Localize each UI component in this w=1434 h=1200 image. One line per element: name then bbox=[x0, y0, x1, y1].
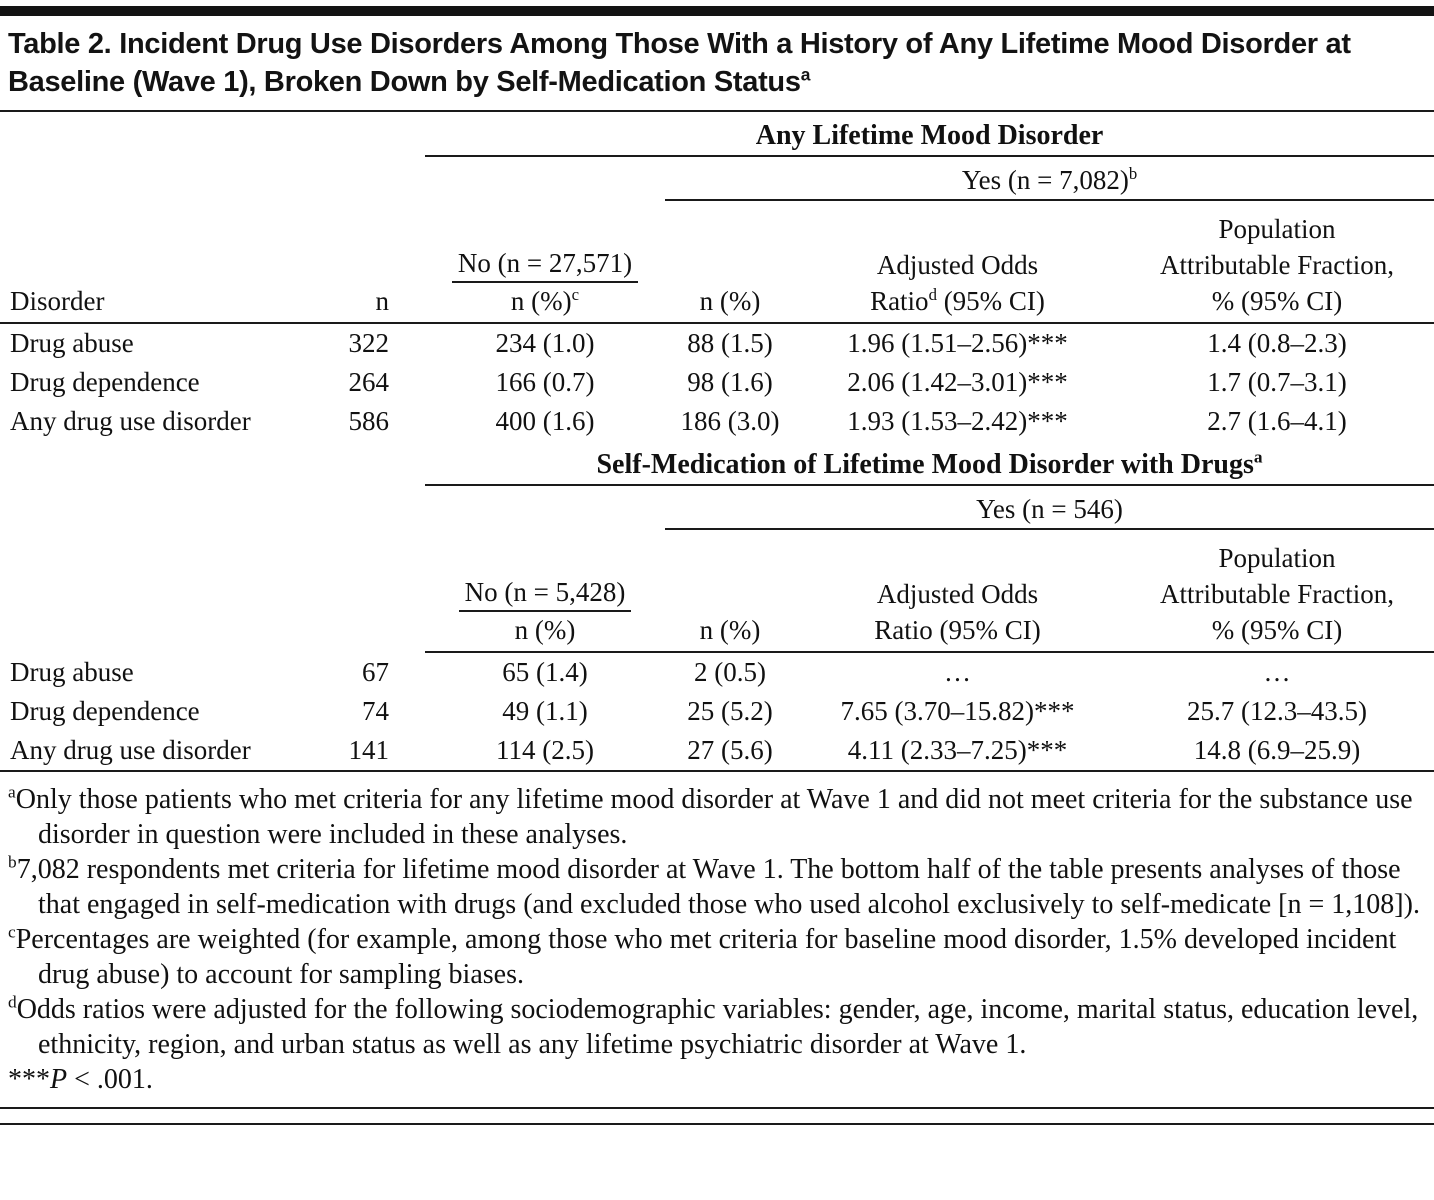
col-header-paf bbox=[1120, 200, 1434, 323]
footnote-b-text: 7,082 respondents met criteria for lifetime mood disorder at Wave 1. The bottom half of the table presents analyses of those that engaged in self-medication with drugs (and excluded those who used alcohol exclusively to self-medicate [n = 1,108]). bbox=[16, 854, 1420, 920]
no-group-label bbox=[425, 574, 665, 612]
table-title-superscript: a bbox=[800, 64, 811, 85]
no-group-subheader bbox=[425, 283, 665, 319]
no-n-cell: 400 (1.6) bbox=[495, 406, 595, 436]
bottom-rule-upper bbox=[0, 1107, 1434, 1109]
yes-n-cell: 27 (5.6) bbox=[665, 731, 795, 771]
section2-column-headers bbox=[0, 529, 1434, 652]
no-n-cell: 65 (1.4) bbox=[502, 657, 588, 687]
aor-cell: 4.11 (2.33–7.25)*** bbox=[795, 731, 1120, 771]
bottom-rule-lower bbox=[0, 1123, 1434, 1125]
col-header-yes-n: n (%) bbox=[665, 529, 795, 652]
spacer-cell bbox=[0, 441, 305, 485]
section1-column-headers bbox=[0, 200, 1434, 323]
aor-header-line2 bbox=[795, 612, 1120, 648]
col-header-no-group bbox=[425, 200, 665, 323]
paf-cell: 2.7 (1.6–4.1) bbox=[1207, 406, 1347, 436]
section2-spanner-text: Self-Medication of Lifetime Mood Disorder with Drugs bbox=[596, 449, 1254, 480]
paf-header-line1: Population bbox=[1218, 543, 1336, 573]
no-n-cell: 234 (1.0) bbox=[495, 328, 595, 358]
paf-header-line2: Attributable Fraction, bbox=[1160, 250, 1394, 280]
disorder-cell: Drug dependence bbox=[10, 696, 200, 726]
footnote-a-marker: a bbox=[8, 782, 16, 802]
yes-n-cell: 25 (5.2) bbox=[687, 696, 773, 726]
paf-cell: 14.8 (6.9–25.9) bbox=[1120, 731, 1434, 771]
top-rule-thick bbox=[0, 6, 1434, 16]
col-header-aor bbox=[795, 529, 1120, 652]
no-group-label-text: No (n = 27,571) bbox=[452, 245, 638, 283]
paf-cell: 1.7 (0.7–3.1) bbox=[1207, 367, 1347, 397]
aor-cell: 1.96 (1.51–2.56)*** bbox=[847, 328, 1068, 358]
spacer-cell bbox=[0, 485, 665, 529]
spacer-cell bbox=[305, 441, 425, 485]
no-n-cell: 166 (0.7) bbox=[495, 367, 595, 397]
no-group-label bbox=[425, 245, 665, 283]
n-cell: 264 bbox=[348, 367, 389, 397]
spacer-cell bbox=[0, 529, 305, 652]
section2-yes-text: Yes (n = 546) bbox=[976, 494, 1123, 524]
section2-spanner bbox=[425, 441, 1434, 485]
table-row bbox=[0, 323, 1434, 363]
paf-cell: … bbox=[1263, 657, 1291, 687]
no-group-label-text: No (n = 5,428) bbox=[459, 574, 632, 612]
no-group-subheader bbox=[425, 612, 665, 648]
aor-cell: … bbox=[944, 657, 971, 687]
footnote-d-text: Odds ratios were adjusted for the following sociodemographic variables: gender, age, income, marital status, education level, ethnicity, region, and urban status as well as any lifetime psychiatric disorder at Wave 1. bbox=[16, 994, 1419, 1060]
section2-spanner-superscript: a bbox=[1253, 447, 1263, 467]
significance-value: < .001. bbox=[67, 1064, 153, 1095]
disorder-cell: Drug abuse bbox=[10, 657, 134, 687]
yes-n-cell: 88 (1.5) bbox=[687, 328, 773, 358]
aor-header-line2-text: Ratio bbox=[870, 286, 929, 316]
aor-header-line1: Adjusted Odds bbox=[876, 579, 1039, 609]
no-subheader-text: n (%) bbox=[514, 615, 576, 645]
section1-spanner bbox=[425, 112, 1434, 156]
no-subheader-text: n (%) bbox=[510, 286, 572, 316]
footnote-c bbox=[8, 922, 1426, 992]
aor-cell: 2.06 (1.42–3.01)*** bbox=[847, 367, 1068, 397]
aor-header-line1: Adjusted Odds bbox=[876, 250, 1039, 280]
bottom-rules bbox=[0, 1107, 1434, 1125]
section1-spanner-row bbox=[0, 112, 1434, 156]
no-n-cell: 114 (2.5) bbox=[425, 731, 665, 771]
n-cell: 586 bbox=[348, 406, 389, 436]
no-subheader-superscript: c bbox=[571, 285, 580, 304]
table-row bbox=[0, 402, 1434, 441]
n-cell: 74 bbox=[362, 696, 389, 726]
footnote-d-marker: d bbox=[8, 992, 17, 1012]
paf-header-line2: Attributable Fraction, bbox=[1160, 579, 1394, 609]
section1-yes-header bbox=[665, 156, 1434, 200]
footnote-a-text: Only those patients who met criteria for any lifetime mood disorder at Wave 1 and did not meet criteria for the substance use disorder in question were included in these analyses. bbox=[15, 784, 1413, 850]
no-n-cell: 49 (1.1) bbox=[502, 696, 588, 726]
table-row bbox=[0, 363, 1434, 402]
section2-spanner-row bbox=[0, 441, 1434, 485]
section1-yes-text: Yes (n = 7,082) bbox=[961, 165, 1129, 195]
paf-header-line3: % (95% CI) bbox=[1211, 286, 1343, 316]
paf-cell: 25.7 (12.3–43.5) bbox=[1187, 696, 1368, 726]
yes-n-cell: 98 (1.6) bbox=[687, 367, 773, 397]
section2-yes-header bbox=[665, 485, 1434, 529]
col-header-n: n bbox=[305, 200, 425, 323]
disorder-cell: Any drug use disorder bbox=[10, 406, 251, 436]
significance-p: P bbox=[50, 1064, 68, 1095]
aor-cell: 7.65 (3.70–15.82)*** bbox=[840, 696, 1075, 726]
col-header-aor bbox=[795, 200, 1120, 323]
col-header-paf bbox=[1120, 529, 1434, 652]
n-cell: 322 bbox=[348, 328, 389, 358]
aor-header-line2 bbox=[795, 283, 1120, 319]
yes-n-cell: 2 (0.5) bbox=[694, 657, 766, 687]
disorder-cell: Drug abuse bbox=[10, 328, 134, 358]
yes-n-cell: 186 (3.0) bbox=[680, 406, 780, 436]
section2-yes-row bbox=[0, 485, 1434, 529]
n-cell: 67 bbox=[362, 657, 389, 687]
footnote-b bbox=[8, 852, 1426, 922]
aor-header-superscript: d bbox=[928, 285, 937, 304]
col-header-no-group bbox=[425, 529, 665, 652]
paper-table-page bbox=[0, 6, 1434, 1125]
footnote-c-text: Percentages are weighted (for example, among those who met criteria for baseline mood disorder, 1.5% developed incident drug abuse) to account for sampling biases. bbox=[15, 924, 1397, 990]
n-cell: 141 bbox=[305, 731, 425, 771]
section1-yes-row bbox=[0, 156, 1434, 200]
table-row bbox=[0, 731, 1434, 771]
table-title-text: Table 2. Incident Drug Use Disorders Among Those With a History of Any Lifetime Mood Disorder at Baseline (Wave 1), Broken Down by Self-Medication Status bbox=[8, 28, 1351, 98]
aor-header-line2-tail: (95% CI) bbox=[932, 615, 1041, 645]
paf-header-line1: Population bbox=[1218, 214, 1336, 244]
disorder-cell: Any drug use disorder bbox=[0, 731, 305, 771]
table-row bbox=[0, 652, 1434, 692]
col-header-disorder: Disorder bbox=[0, 200, 305, 323]
spacer-cell bbox=[305, 112, 425, 156]
section1-yes-superscript: b bbox=[1128, 164, 1138, 183]
col-header-yes-n: n (%) bbox=[665, 200, 795, 323]
footnotes bbox=[0, 772, 1434, 1097]
footnote-c-marker: c bbox=[8, 922, 16, 942]
disorder-cell: Drug dependence bbox=[10, 367, 200, 397]
results-table bbox=[0, 112, 1434, 772]
paf-header-line3: % (95% CI) bbox=[1211, 615, 1343, 645]
spacer-cell bbox=[305, 529, 425, 652]
table-row bbox=[0, 692, 1434, 731]
spacer-cell bbox=[0, 112, 305, 156]
footnote-b-marker: b bbox=[8, 852, 17, 872]
significance-stars: *** bbox=[8, 1064, 50, 1095]
spacer-cell bbox=[0, 156, 665, 200]
footnote-a bbox=[8, 782, 1426, 852]
table-title bbox=[0, 16, 1434, 112]
aor-header-line2-tail: (95% CI) bbox=[936, 286, 1045, 316]
paf-cell: 1.4 (0.8–2.3) bbox=[1207, 328, 1347, 358]
aor-cell: 1.93 (1.53–2.42)*** bbox=[847, 406, 1068, 436]
footnote-d bbox=[8, 992, 1426, 1062]
footnote-significance bbox=[8, 1062, 1426, 1097]
aor-header-line2-text: Ratio bbox=[874, 615, 933, 645]
section1-spanner-text: Any Lifetime Mood Disorder bbox=[755, 120, 1104, 151]
